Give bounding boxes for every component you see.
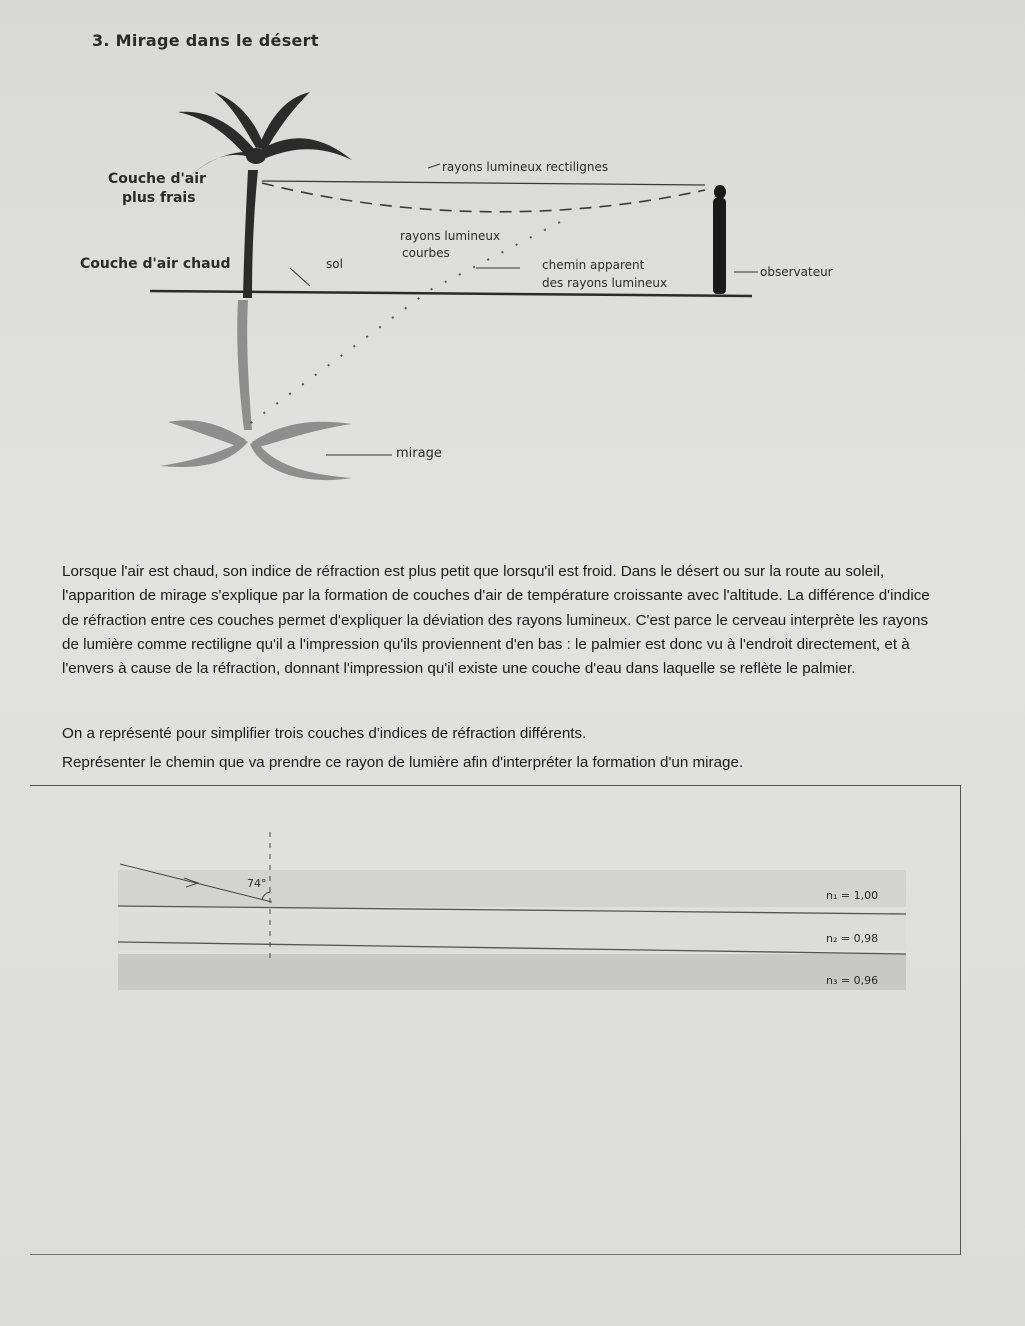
cold-layer-label-1: Couche d'air <box>108 171 206 187</box>
cold-layer-label-2: plus frais <box>122 190 196 206</box>
straight-ray-line <box>262 181 705 185</box>
layers-diagram <box>0 820 1025 1010</box>
layer-2-index: n₂ = 0,98 <box>826 932 879 945</box>
curved-ray-path <box>262 183 705 212</box>
layer-3-band <box>118 954 906 990</box>
curved-rays-label-1: rayons lumineux <box>400 229 501 243</box>
mirage-palm-icon <box>160 300 352 480</box>
straight-rays-label: rayons lumineux rectilignes <box>442 160 609 174</box>
curved-rays-label-2: courbes <box>402 246 450 260</box>
straight-rays-pointer <box>428 164 440 168</box>
ground-pointer <box>290 268 310 286</box>
mirage-figure <box>0 0 1025 520</box>
apparent-path-label-1: chemin apparent <box>542 258 645 272</box>
explanation-paragraph: Lorsque l'air est chaud, son indice de réfraction est plus petit que lorsqu'il est froid. Dans le désert ou sur la route au soleil, l'apparition de mirage s'explique par la formation de couches d'air de température croissante avec l'altitude. La différence d'indice de réfraction entre ces couches permet d'expliquer la déviation des rayons lumineux. C'est parce le cerveau interprète les rayons de lumière comme rectiligne qu'il a l'impression qu'ils proviennent d'en bas : le palmier est donc vu à l'endroit directement, et à l'envers à cause de la réfraction, donnant l'impression qu'il existe une couche d'eau dans laquelle se reflète le palmier. <box>62 563 930 678</box>
observer-icon <box>713 185 726 294</box>
hot-layer-label: Couche d'air chaud <box>80 256 231 272</box>
layer-1-band <box>118 870 906 907</box>
exercise-title: 3. Mirage dans le désert <box>92 31 319 50</box>
layer-1-index: n₁ = 1,00 <box>826 889 879 902</box>
incidence-angle-label: 74° <box>247 877 267 890</box>
apparent-path-label-2: des rayons lumineux <box>542 276 668 290</box>
layer-3-index: n₃ = 0,96 <box>826 974 879 987</box>
mirage-label: mirage <box>396 446 442 461</box>
instruction-paragraph: On a représenté pour simplifier trois couches d'indices de réfraction différents. <box>62 725 587 742</box>
ground-label: sol <box>326 257 343 271</box>
ground-line <box>150 291 752 296</box>
question-text: Représenter le chemin que va prendre ce rayon de lumière afin d'interpréter la formation d'un mirage. <box>62 754 744 771</box>
observer-label: observateur <box>760 265 833 279</box>
